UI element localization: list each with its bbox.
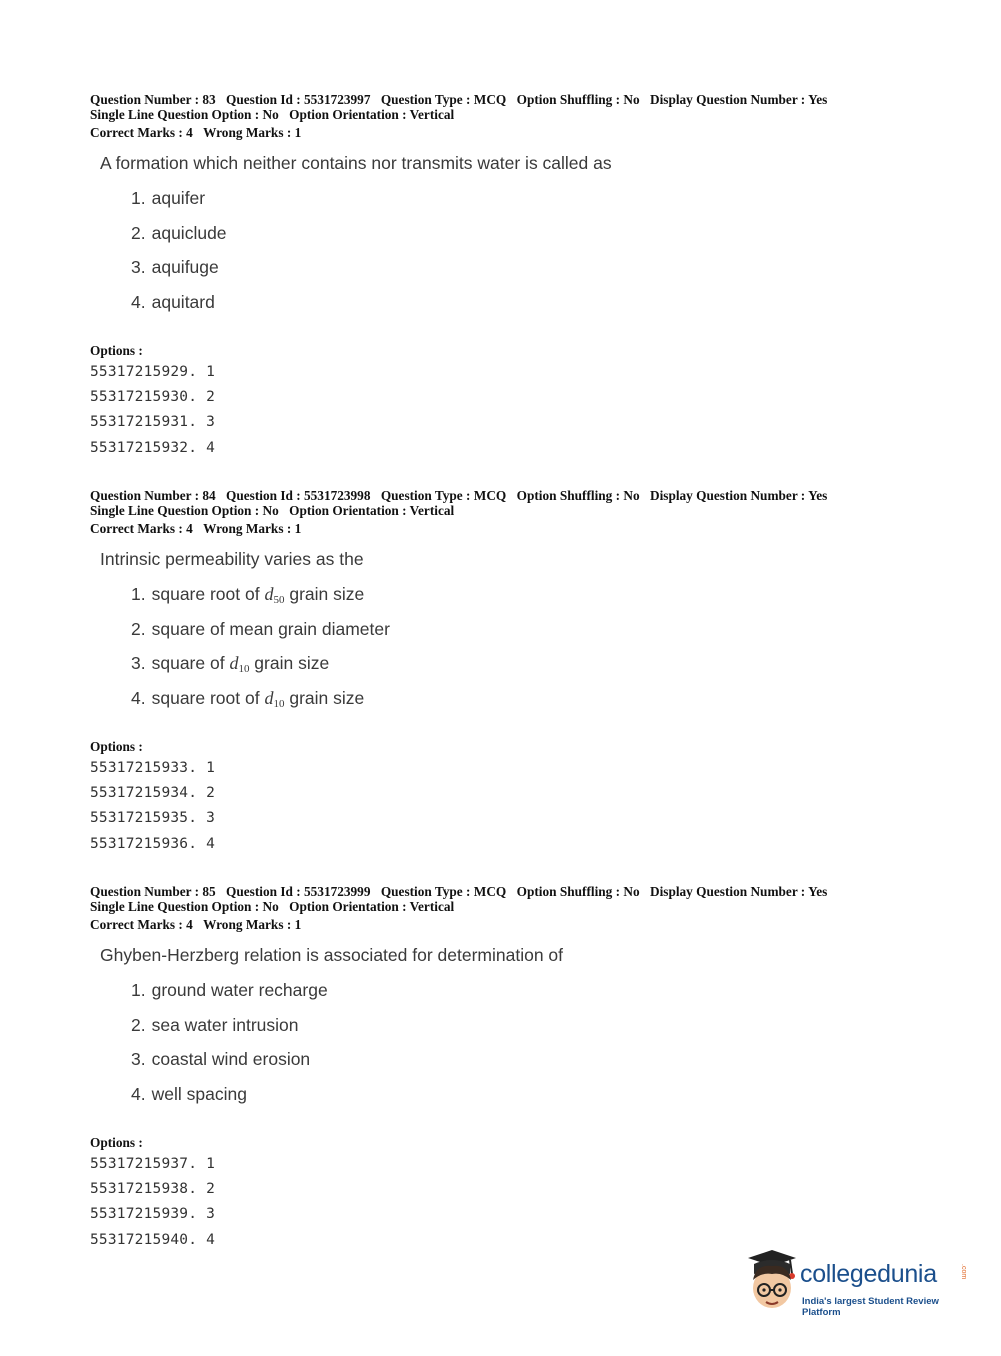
option-orientation: Option Orientation : Vertical [289, 899, 455, 914]
question-stem: Intrinsic permeability varies as the [100, 549, 364, 569]
option-id-row: 55317215940. 4 [90, 1231, 216, 1248]
choice-text: aquifuge [151, 257, 219, 277]
question-meta-line-2 [90, 503, 970, 518]
choice-list [131, 582, 970, 720]
choice-number: 4. [131, 687, 146, 708]
option-id-row: 55317215934. 2 [90, 785, 216, 802]
mascot-icon [742, 1250, 802, 1312]
wrong-marks: Wrong Marks : 1 [203, 917, 302, 932]
choice-text: square root of [151, 687, 265, 708]
option-id-row: 55317215929. 1 [90, 364, 216, 380]
options-label: Options : [90, 343, 143, 358]
option-shuffling: Option Shuffling : No [516, 92, 640, 107]
question-stem: Ghyben-Herzberg relation is associated for determination of [100, 945, 564, 965]
correct-marks: Correct Marks : 4 [90, 521, 193, 536]
choice-text: grain size [284, 584, 365, 604]
choice-number: 3. [131, 1049, 146, 1069]
option-id-row: 55317215933. 1 [90, 760, 216, 776]
choice-item [131, 186, 970, 221]
choice-number: 2. [131, 1014, 146, 1035]
option-id-row: 55317215935. 3 [90, 810, 216, 827]
question-meta-line-2 [90, 107, 970, 122]
choice-item [131, 1047, 970, 1082]
choice-item [131, 686, 970, 721]
single-line-option: Single Line Question Option : No [90, 107, 279, 122]
question-block [90, 884, 970, 1253]
question-id: Question Id : 5531723997 [226, 92, 371, 107]
correct-marks: Correct Marks : 4 [90, 125, 193, 140]
choice-item [131, 1013, 970, 1048]
question-block [90, 488, 970, 857]
question-type: Question Type : MCQ [380, 92, 507, 107]
choice-text: grain size [284, 687, 365, 708]
options-label: Options : [90, 1135, 143, 1150]
choice-number: 3. [131, 257, 146, 277]
question-block [90, 92, 970, 461]
choice-number: 4. [131, 1083, 146, 1104]
choice-item [131, 651, 970, 686]
option-id-list [90, 360, 970, 461]
option-id-row: 55317215936. 4 [90, 835, 216, 852]
choice-item [131, 1082, 970, 1117]
question-number: Question Number : 85 [90, 884, 216, 899]
display-question-number: Display Question Number : Yes [649, 884, 828, 899]
question-id: Question Id : 5531723998 [226, 488, 371, 503]
option-orientation: Option Orientation : Vertical [289, 503, 455, 518]
option-shuffling: Option Shuffling : No [516, 884, 640, 899]
question-number: Question Number : 83 [90, 92, 216, 107]
choice-item [131, 978, 970, 1013]
option-id-row: 55317215932. 4 [90, 439, 216, 456]
choice-number: 4. [131, 291, 146, 312]
math-variable: $d_{10}$ [229, 653, 250, 675]
option-id-row: 55317215931. 3 [90, 414, 216, 431]
choice-item [131, 221, 970, 256]
choice-text: square of mean grain diameter [151, 618, 390, 639]
wrong-marks: Wrong Marks : 1 [203, 125, 302, 140]
choice-text: aquitard [151, 291, 215, 312]
choice-number: 2. [131, 222, 146, 243]
choice-number: 1. [131, 980, 146, 1000]
choice-text: sea water intrusion [151, 1014, 299, 1035]
question-meta-line-1 [90, 92, 970, 107]
question-meta-line-1 [90, 488, 970, 503]
single-line-option: Single Line Question Option : No [90, 503, 279, 518]
choice-item [131, 617, 970, 652]
math-variable: $d_{50}$ [264, 584, 285, 606]
choice-number: 1. [131, 188, 146, 208]
marks-line [90, 521, 970, 536]
choice-text: coastal wind erosion [151, 1049, 311, 1069]
choice-text: square root of [151, 584, 265, 604]
choice-item [131, 255, 970, 290]
display-question-number: Display Question Number : Yes [649, 488, 828, 503]
choice-text: aquiclude [151, 222, 227, 243]
marks-line [90, 125, 970, 140]
question-stem: A formation which neither contains nor transmits water is called as [100, 153, 612, 173]
single-line-option: Single Line Question Option : No [90, 899, 279, 914]
option-id-row: 55317215930. 2 [90, 389, 216, 406]
brand-tagline: India's largest Student Review Platform [802, 1296, 939, 1318]
options-label: Options : [90, 739, 143, 754]
display-question-number: Display Question Number : Yes [649, 92, 828, 107]
question-meta-line-2 [90, 899, 970, 914]
choice-text: ground water recharge [151, 980, 328, 1000]
option-id-row: 55317215938. 2 [90, 1181, 216, 1198]
math-variable: $d_{10}$ [264, 687, 285, 710]
choice-list [131, 186, 970, 324]
option-id-list [90, 1152, 970, 1253]
choice-text: square of [151, 653, 230, 673]
question-type: Question Type : MCQ [380, 884, 507, 899]
collegedunia-logo [742, 1250, 972, 1318]
option-id-row: 55317215939. 3 [90, 1206, 216, 1223]
choice-number: 1. [131, 584, 146, 604]
brand-name: collegedunia [800, 1260, 937, 1288]
marks-line [90, 917, 970, 932]
option-id-list [90, 756, 970, 857]
brand-com: .com [960, 1264, 967, 1280]
choice-text: aquifer [151, 188, 206, 208]
choice-list [131, 978, 970, 1116]
wrong-marks: Wrong Marks : 1 [203, 521, 302, 536]
choice-number: 2. [131, 618, 146, 639]
option-shuffling: Option Shuffling : No [516, 488, 640, 503]
choice-number: 3. [131, 653, 146, 673]
choice-text: well spacing [151, 1083, 247, 1104]
question-meta-line-1 [90, 884, 970, 899]
choice-text: grain size [249, 653, 330, 673]
option-id-row: 55317215937. 1 [90, 1156, 216, 1172]
question-id: Question Id : 5531723999 [226, 884, 371, 899]
question-type: Question Type : MCQ [380, 488, 507, 503]
choice-item [131, 582, 970, 617]
question-number: Question Number : 84 [90, 488, 216, 503]
choice-item [131, 290, 970, 325]
option-orientation: Option Orientation : Vertical [289, 107, 455, 122]
correct-marks: Correct Marks : 4 [90, 917, 193, 932]
